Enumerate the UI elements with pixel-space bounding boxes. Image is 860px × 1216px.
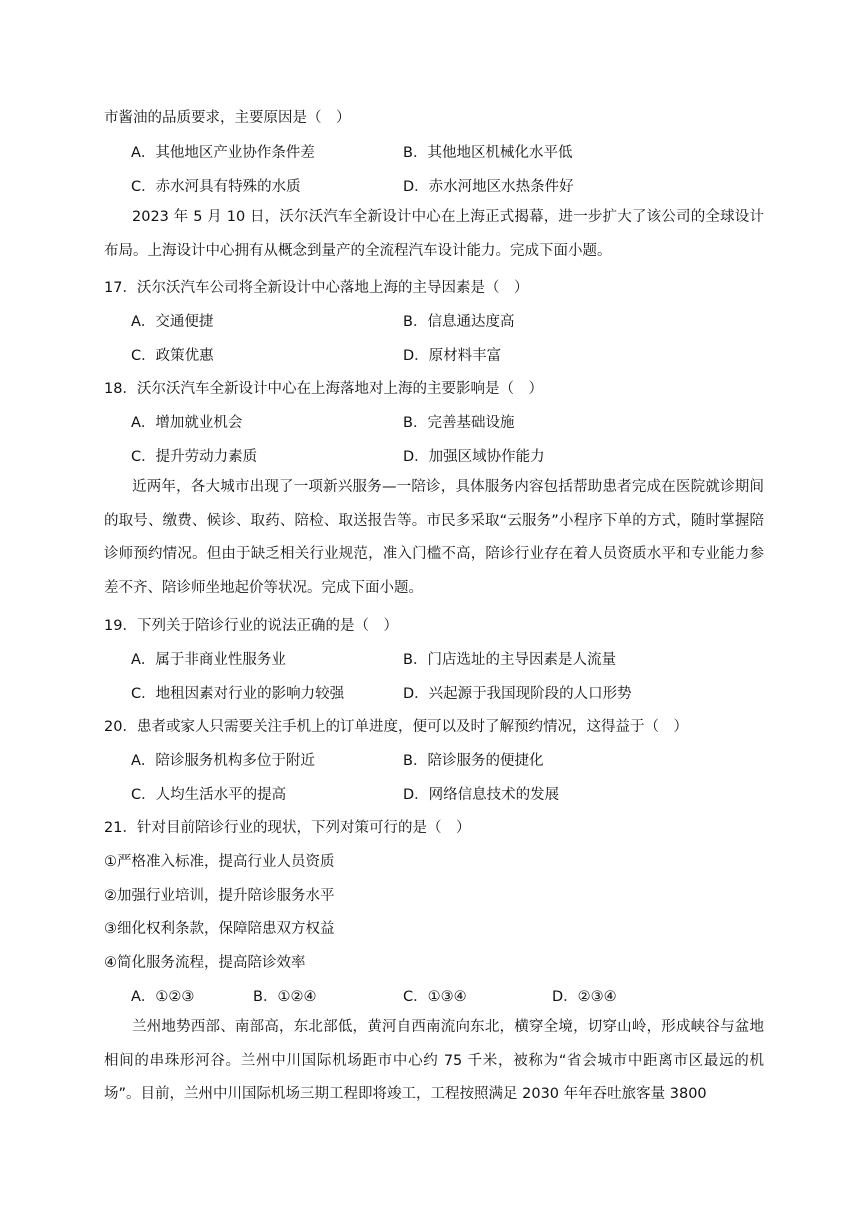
option-d: D．赤水河地区水热条件好 bbox=[403, 179, 574, 195]
q19-option-c: C．地租因素对行业的影响力较强 bbox=[131, 686, 345, 702]
q21-statement-2: ②加强行业培训，提升陪诊服务水平 bbox=[104, 888, 335, 904]
q21-option-b: B．①②④ bbox=[253, 989, 317, 1005]
option-a: A．其他地区产业协作条件差 bbox=[131, 145, 315, 161]
q17-option-a: A．交通便捷 bbox=[131, 314, 214, 330]
option-b: B．其他地区机械化水平低 bbox=[403, 145, 573, 161]
question-18-stem: 18．沃尔沃汽车全新设计中心在上海落地对上海的主要影响是（ ） bbox=[104, 381, 543, 397]
q17-option-b: B．信息通达度高 bbox=[403, 314, 515, 330]
question-20-stem: 20．患者或家人只需要关注手机上的订单进度，便可以及时了解预约情况，这得益于（ ） bbox=[104, 719, 688, 735]
q18-option-b: B．完善基础设施 bbox=[403, 415, 515, 431]
q21-statement-4: ④简化服务流程，提高陪诊效率 bbox=[104, 955, 306, 971]
q20-option-a: A．陪诊服务机构多位于附近 bbox=[131, 753, 315, 769]
passage-escort-service: 近两年，各大城市出现了一项新兴服务—一陪诊，具体服务内容包括帮助患者完成在医院就诊期间的取号、缴费、候诊、取药、陪检、取送报告等。市民多采取“云服务”小程序下单的方式，随时掌握陪诊师预约情况。但由于缺乏相关行业规范，准入门槛不高，陪诊行业存在着人员资质水平和专业能力参差不齐、陪诊师坐地起价等状况。完成下面小题。 bbox=[104, 479, 764, 596]
q17-option-c: C．政策优惠 bbox=[131, 348, 214, 364]
q19-option-d: D．兴起源于我国现阶段的人口形势 bbox=[403, 686, 632, 702]
q19-option-b: B．门店选址的主导因素是人流量 bbox=[403, 652, 616, 668]
q21-option-a: A．①②③ bbox=[131, 989, 195, 1005]
option-c: C．赤水河具有特殊的水质 bbox=[131, 179, 301, 195]
q20-option-d: D．网络信息技术的发展 bbox=[403, 787, 560, 803]
passage-volvo: 2023 年 5 月 10 日，沃尔沃汽车全新设计中心在上海正式揭幕，进一步扩大了该公司的全球设计布局。上海设计中心拥有从概念到量产的全流程汽车设计能力。完成下面小题。 bbox=[104, 209, 764, 259]
passage-lanzhou: 兰州地势西部、南部高，东北部低，黄河自西南流向东北，横穿全境，切穿山岭，形成峡谷与盆地相间的串珠形河谷。兰州中川国际机场距市中心约 75 千米，被称为“省会城市中距离市区最远的机场”。目前，兰州中川国际机场三期工程即将竣工，工程按照满足 2030 年年吞吐旅客量 3800 bbox=[104, 1019, 764, 1102]
q18-option-d: D．加强区域协作能力 bbox=[403, 449, 545, 465]
q21-option-d: D．②③④ bbox=[552, 989, 617, 1005]
q18-option-c: C．提升劳动力素质 bbox=[131, 449, 258, 465]
q20-option-c: C．人均生活水平的提高 bbox=[131, 787, 287, 803]
q20-option-b: B．陪诊服务的便捷化 bbox=[403, 753, 544, 769]
question-19-stem: 19．下列关于陪诊行业的说法正确的是（ ） bbox=[104, 618, 398, 634]
q21-statement-1: ①严格准入标准，提高行业人员资质 bbox=[104, 854, 335, 870]
q19-option-a: A．属于非商业性服务业 bbox=[131, 652, 286, 668]
question-17-stem: 17．沃尔沃汽车公司将全新设计中心落地上海的主导因素是（ ） bbox=[104, 280, 529, 296]
question-21-stem: 21．针对目前陪诊行业的现状，下列对策可行的是（ ） bbox=[104, 820, 471, 836]
intro-line: 市酱油的品质要求，主要原因是（ ） bbox=[104, 110, 351, 126]
q21-statement-3: ③细化权利条款，保障陪患双方权益 bbox=[104, 921, 335, 937]
q18-option-a: A．增加就业机会 bbox=[131, 415, 243, 431]
q21-option-c: C．①③④ bbox=[403, 989, 467, 1005]
q17-option-d: D．原材料丰富 bbox=[403, 348, 502, 364]
